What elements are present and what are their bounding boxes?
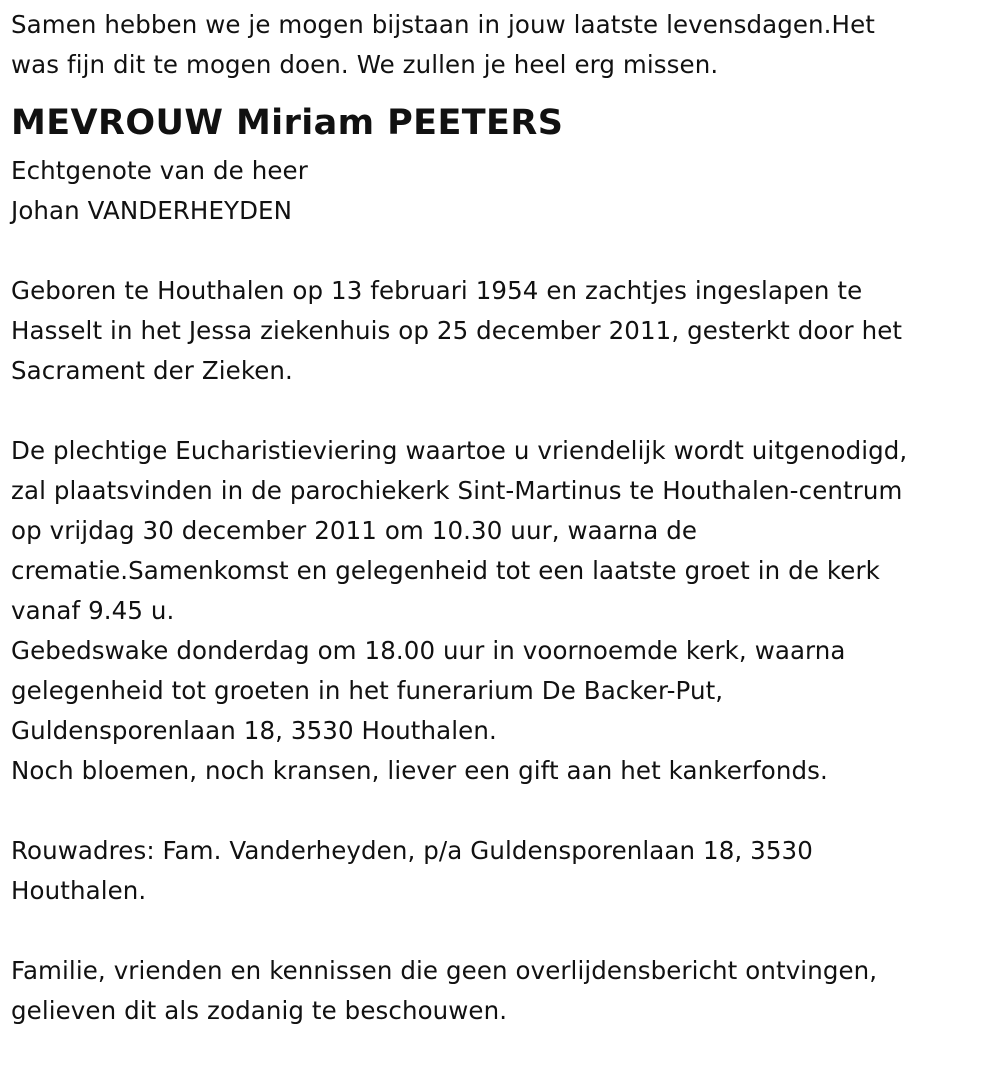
intro-paragraph	[11, 5, 991, 85]
spacer	[11, 911, 991, 951]
closing-line: gelieven dit als zodanig te beschouwen.	[11, 996, 508, 1025]
spouse-block	[11, 151, 991, 231]
ceremony-line: crematie.Samenkomst en gelegenheid tot een laatste groet in de kerk	[11, 556, 880, 585]
closing-line: Familie, vrienden en kennissen die geen overlijdensbericht ontvingen,	[11, 956, 878, 985]
ceremony-paragraph	[11, 431, 991, 791]
flowers-line: Noch bloemen, noch kransen, liever een gift aan het kankerfonds.	[11, 756, 828, 785]
spouse-line: Echtgenote van de heer	[11, 156, 308, 185]
ceremony-line: De plechtige Eucharistieviering waartoe u vriendelijk wordt uitgenodigd,	[11, 436, 908, 465]
closing-paragraph	[11, 951, 991, 1031]
ceremony-line: vanaf 9.45 u.	[11, 596, 175, 625]
birth-death-line: Sacrament der Zieken.	[11, 356, 293, 385]
intro-line: was fijn dit te mogen doen. We zullen je heel erg missen.	[11, 50, 719, 79]
intro-line: Samen hebben we je mogen bijstaan in jouw laatste levensdagen.Het	[11, 10, 875, 39]
obituary-notice	[11, 5, 991, 1031]
spacer	[11, 231, 991, 271]
spacer	[11, 791, 991, 831]
birth-death-line: Geboren te Houthalen op 13 februari 1954 en zachtjes ingeslapen te	[11, 276, 863, 305]
vigil-line: Gebedswake donderdag om 18.00 uur in voornoemde kerk, waarna	[11, 636, 846, 665]
ceremony-line: zal plaatsvinden in de parochiekerk Sint-Martinus te Houthalen-centrum	[11, 476, 903, 505]
spacer	[11, 391, 991, 431]
mourning-address	[11, 831, 991, 911]
spouse-name: Johan VANDERHEYDEN	[11, 196, 293, 225]
address-line: Rouwadres: Fam. Vanderheyden, p/a Guldensporenlaan 18, 3530	[11, 836, 813, 865]
birth-death-line: Hasselt in het Jessa ziekenhuis op 25 december 2011, gesterkt door het	[11, 316, 903, 345]
birth-death-paragraph	[11, 271, 991, 391]
deceased-name: MEVROUW Miriam PEETERS	[11, 103, 564, 143]
vigil-line: gelegenheid tot groeten in het funerarium De Backer-Put,	[11, 676, 724, 705]
address-line: Houthalen.	[11, 876, 147, 905]
vigil-line: Guldensporenlaan 18, 3530 Houthalen.	[11, 716, 497, 745]
ceremony-line: op vrijdag 30 december 2011 om 10.30 uur, waarna de	[11, 516, 698, 545]
